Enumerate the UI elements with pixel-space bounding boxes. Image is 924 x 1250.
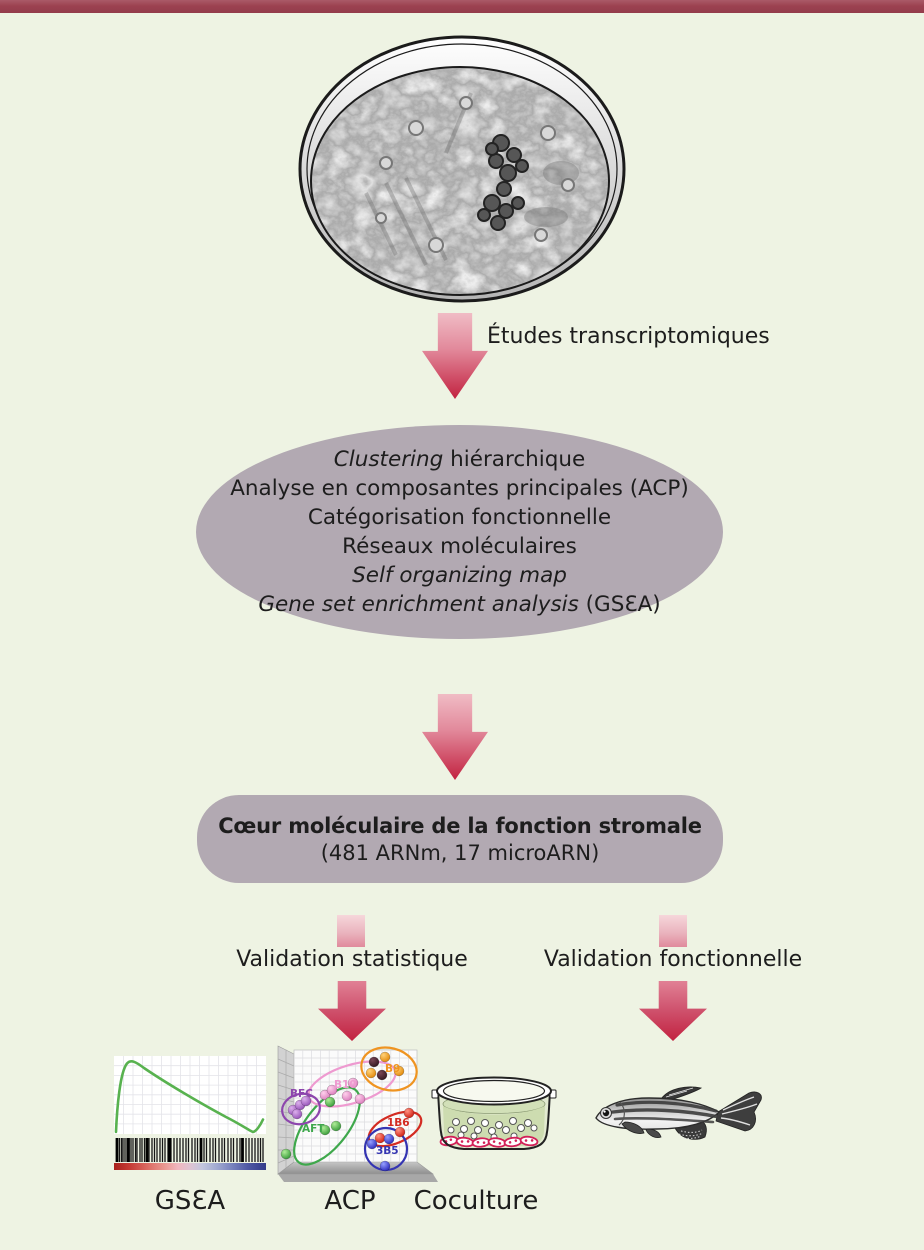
zebrafish-image — [589, 1078, 767, 1150]
validation-statistique-label: Validation statistique — [236, 947, 468, 972]
arrow-stub — [659, 915, 687, 947]
core-subtitle: (481 ARNm, 17 microARN) — [320, 840, 600, 865]
acp-cluster-label: AFT — [302, 1123, 325, 1135]
core-title: Cœur moléculaire de la fonction stromale — [218, 813, 702, 838]
down-arrow-icon — [639, 981, 707, 1041]
down-arrow-icon — [422, 694, 488, 780]
acp-cluster-label: BFC — [290, 1088, 313, 1100]
down-arrow-icon — [318, 981, 386, 1041]
coculture-label: Coculture — [413, 1186, 539, 1216]
acp-plot-image — [272, 1042, 445, 1188]
top-accent-bar — [0, 0, 924, 13]
acp-cluster-label: B10 — [334, 1079, 357, 1091]
method-line: Gene set enrichment analysis (GSƐA) — [258, 592, 661, 617]
acp-cluster-label: B9 — [385, 1063, 401, 1075]
gsea-label: GSƐA — [154, 1186, 226, 1216]
acp-cluster-label: 1B6 — [387, 1117, 410, 1129]
down-arrow-icon — [422, 313, 488, 399]
method-line: Self organizing map — [352, 563, 567, 588]
arrow-stub — [337, 915, 365, 947]
core-result-box — [197, 795, 723, 883]
step1-label: Études transcriptomiques — [487, 324, 770, 349]
acp-cluster-label: 3B5 — [376, 1145, 399, 1157]
method-line: Catégorisation fonctionnelle — [307, 505, 612, 530]
acp-label: ACP — [324, 1186, 376, 1216]
method-line: Analyse en composantes principales (ACP) — [230, 476, 689, 501]
validation-fonctionnelle-label: Validation fonctionnelle — [543, 947, 803, 972]
gsea-plot-image — [114, 1056, 267, 1170]
method-line: Clustering hiérarchique — [333, 447, 586, 472]
method-line: Réseaux moléculaires — [342, 534, 577, 559]
coculture-dish-image — [424, 1070, 565, 1162]
analysis-methods-ellipse — [196, 425, 723, 639]
microscopy-petri-dish-image — [296, 33, 628, 305]
